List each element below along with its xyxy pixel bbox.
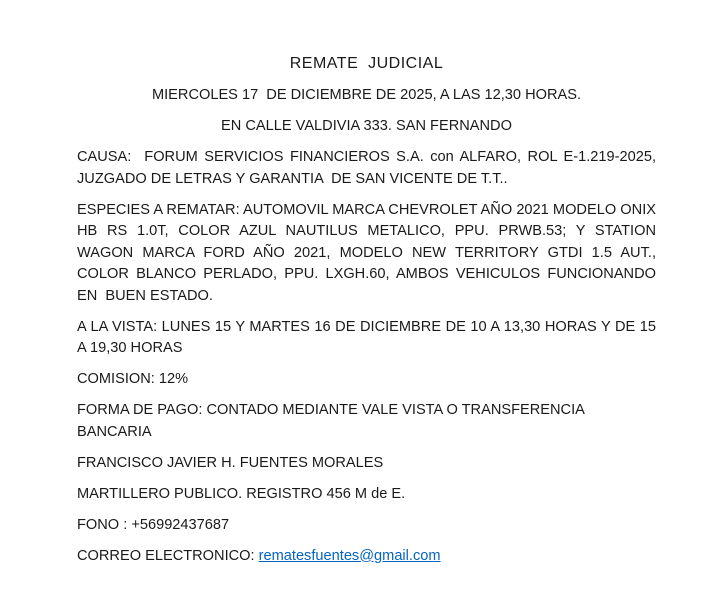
correo-line xyxy=(77,546,656,568)
auction-datetime-line: MIERCOLES 17 DE DICIEMBRE DE 2025, A LAS 12,30 HORAS. xyxy=(151,87,582,103)
auctioneer-name-line: FRANCISCO JAVIER H. FUENTES MORALES xyxy=(77,454,384,471)
auction-location-line: EN CALLE VALDIVIA 333. SAN FERNANDO xyxy=(221,118,512,134)
comision-line: COMISION: 12% xyxy=(77,371,189,387)
especies-paragraph: ESPECIES A REMATAR: AUTOMOVIL MARCA CHEVROLET AÑO 2021 MODELO ONIX HB RS 1.0T, COLOR AZUL NAUTILUS METALICO, PPU. PRWB.53; Y STATION WAGON MARCA FORD AÑO 2021, MODELO NEW TERRITORY GTDI 1.5 AUT., COLOR BLANCO PERLADO, PPU. LXGH.60, AMBOS VEHICULOS FUNCIONANDO EN BUEN ESTADO. xyxy=(77,201,661,304)
forma-de-pago-line: FORMA DE PAGO: CONTADO MEDIANTE VALE VISTA O TRANSFERENCIA BANCARIA xyxy=(77,402,589,440)
a-la-vista-paragraph: A LA VISTA: LUNES 15 Y MARTES 16 DE DICIEMBRE DE 10 A 13,30 HORAS Y DE 15 A 19,30 HORAS xyxy=(77,318,660,356)
registro-line: MARTILLERO PUBLICO. REGISTRO 456 M de E. xyxy=(77,485,406,502)
fono-line: FONO : +56992437687 xyxy=(77,516,230,533)
causa-paragraph: CAUSA: FORUM SERVICIOS FINANCIEROS S.A. con ALFARO, ROL E-1.219-2025, JUZGADO DE LETRAS Y GARANTIA DE SAN VICENTE DE T.T.. xyxy=(77,149,669,187)
correo-label: CORREO ELECTRONICO: xyxy=(77,547,259,564)
email-link[interactable]: rematesfuentes@gmail.com xyxy=(258,547,441,564)
document-title: REMATE JUDICIAL xyxy=(289,55,444,72)
